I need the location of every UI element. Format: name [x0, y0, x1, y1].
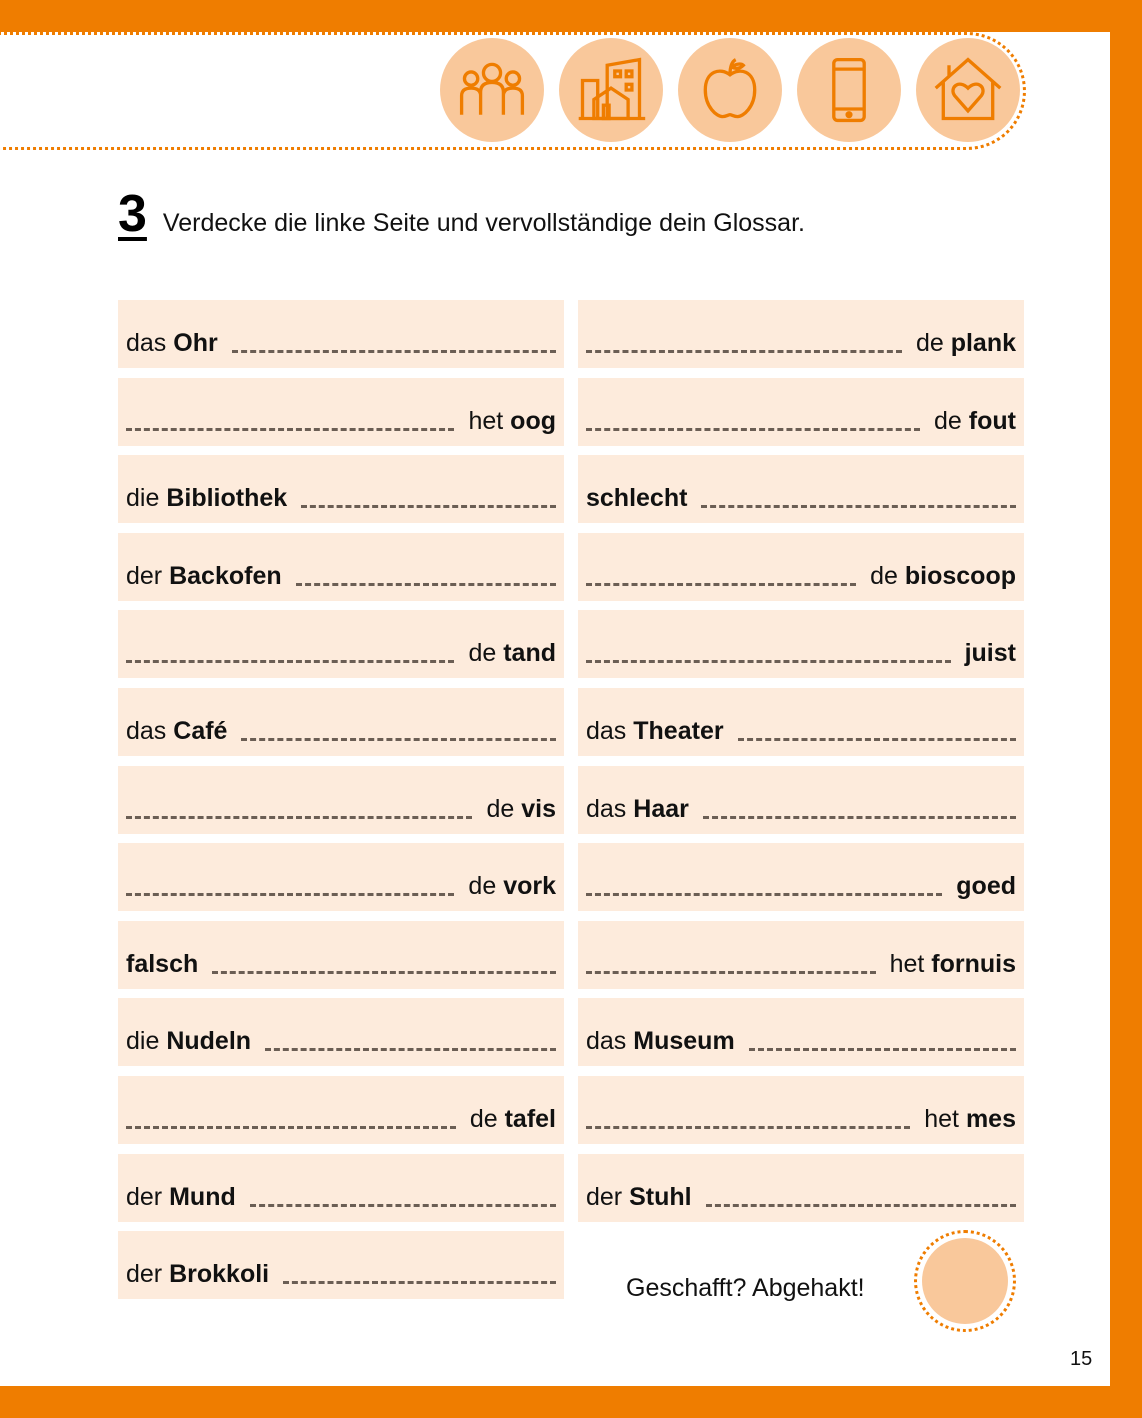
- answer-blank[interactable]: [701, 505, 1016, 508]
- glossary-word: [924, 1105, 1016, 1134]
- glossary-row: [118, 1231, 564, 1299]
- answer-blank[interactable]: [250, 1204, 556, 1207]
- glossary-row: [118, 455, 564, 523]
- article: het: [924, 1105, 959, 1133]
- glossary-row: [578, 455, 1024, 523]
- answer-blank[interactable]: [586, 1126, 910, 1129]
- noun: Café: [173, 717, 228, 745]
- article: de: [468, 872, 497, 901]
- glossary-row: [118, 998, 564, 1066]
- glossary-word: [468, 407, 556, 436]
- noun: falsch: [126, 949, 199, 978]
- glossary-row: [578, 533, 1024, 601]
- article: der: [126, 561, 163, 590]
- article: die: [126, 484, 160, 513]
- noun: Museum: [633, 1027, 735, 1056]
- glossary-row: [578, 766, 1024, 834]
- smartphone-icon: [797, 38, 901, 142]
- noun: bioscoop: [904, 561, 1016, 590]
- noun: Nudeln: [166, 1027, 252, 1056]
- answer-blank[interactable]: [749, 1048, 1016, 1051]
- answer-blank[interactable]: [126, 816, 472, 819]
- noun: fornuis: [931, 949, 1016, 978]
- glossary-word: [468, 639, 556, 668]
- answer-blank[interactable]: [703, 816, 1016, 819]
- article: de: [469, 1105, 498, 1133]
- answer-blank[interactable]: [586, 893, 942, 896]
- glossary-word: [934, 407, 1016, 436]
- noun: vork: [503, 872, 556, 901]
- done-label: Geschafft? Abgehakt!: [626, 1274, 865, 1302]
- article: de: [468, 639, 497, 668]
- article: de: [486, 794, 515, 823]
- glossary-row: [578, 688, 1024, 756]
- people-icon: [440, 38, 544, 142]
- task-instruction: Verdecke die linke Seite und vervollständige dein Glossar.: [162, 209, 805, 237]
- glossary-word: [126, 1260, 269, 1289]
- article: de: [934, 406, 962, 435]
- answer-blank[interactable]: [126, 660, 454, 663]
- glossary-word: [486, 795, 556, 824]
- article: het: [889, 949, 925, 978]
- task-number: 3: [118, 185, 147, 243]
- glossary-word: [586, 1183, 692, 1212]
- glossary-row: [578, 1076, 1024, 1144]
- article: das: [126, 717, 167, 745]
- glossary-word: [965, 639, 1016, 668]
- noun: fout: [968, 406, 1016, 435]
- glossary-word: [586, 795, 689, 824]
- noun: Brokkoli: [169, 1260, 270, 1289]
- glossary-word: [956, 872, 1016, 901]
- noun: Backofen: [169, 561, 282, 590]
- glossary-word: [586, 717, 724, 746]
- article: der: [586, 1182, 623, 1211]
- apple-icon: [678, 38, 782, 142]
- answer-blank[interactable]: [283, 1281, 556, 1284]
- glossary-word: [126, 950, 198, 979]
- noun: Stuhl: [629, 1182, 692, 1211]
- glossary-word: [126, 1027, 251, 1056]
- buildings-icon: [559, 38, 663, 142]
- noun: tand: [503, 639, 556, 668]
- glossary-word: [126, 484, 287, 513]
- glossary-row: [118, 300, 564, 368]
- glossary-word: [890, 950, 1016, 979]
- noun: Theater: [633, 717, 724, 745]
- answer-blank[interactable]: [126, 1126, 456, 1129]
- home-heart-icon: [916, 38, 1020, 142]
- noun: goed: [956, 872, 1016, 901]
- answer-blank[interactable]: [586, 971, 876, 974]
- noun: Bibliothek: [166, 484, 288, 513]
- checkbox-fill: [922, 1238, 1008, 1324]
- noun: Mund: [169, 1182, 236, 1211]
- glossary-row: [118, 688, 564, 756]
- noun: oog: [510, 406, 556, 435]
- glossary-row: [118, 766, 564, 834]
- noun: juist: [964, 639, 1016, 668]
- answer-blank[interactable]: [586, 428, 920, 431]
- glossary-row: [118, 843, 564, 911]
- noun: Ohr: [173, 329, 218, 357]
- glossary-row: [578, 843, 1024, 911]
- glossary-row: [578, 1154, 1024, 1222]
- article: de: [915, 329, 944, 357]
- noun: plank: [950, 329, 1016, 357]
- noun: vis: [521, 794, 556, 823]
- article: der: [126, 1182, 163, 1211]
- glossary-word: [586, 1027, 735, 1056]
- glossary-row: [578, 998, 1024, 1066]
- answer-blank[interactable]: [586, 660, 951, 663]
- glossary-word: [126, 329, 218, 358]
- glossary-word: [126, 562, 282, 591]
- glossary-row: [118, 1154, 564, 1222]
- glossary-row: [578, 300, 1024, 368]
- answer-blank[interactable]: [241, 738, 556, 741]
- page-number: 15: [1070, 1348, 1093, 1370]
- task-heading: [118, 185, 805, 243]
- glossary-row: [578, 610, 1024, 678]
- glossary-word: [126, 717, 227, 746]
- glossary-word: [126, 1183, 236, 1212]
- answer-blank[interactable]: [586, 350, 902, 353]
- answer-blank[interactable]: [738, 738, 1016, 741]
- article: das: [586, 1027, 627, 1056]
- glossary-row: [578, 921, 1024, 989]
- topic-icons: [440, 38, 1020, 142]
- glossary-row: [118, 610, 564, 678]
- glossary-row: [118, 533, 564, 601]
- glossary-row: [118, 378, 564, 446]
- answer-blank[interactable]: [212, 971, 556, 974]
- answer-blank[interactable]: [126, 428, 454, 431]
- glossary-word: [468, 872, 556, 901]
- noun: mes: [965, 1105, 1016, 1133]
- answer-blank[interactable]: [265, 1048, 556, 1051]
- article: het: [468, 406, 504, 435]
- article: de: [870, 561, 898, 590]
- article: das: [126, 329, 167, 357]
- answer-blank[interactable]: [706, 1204, 1016, 1207]
- answer-blank[interactable]: [301, 505, 556, 508]
- glossary-word: [916, 329, 1016, 358]
- glossary-word: [586, 484, 687, 513]
- done-checkbox[interactable]: [914, 1230, 1016, 1332]
- glossary-word: [470, 1105, 556, 1134]
- article: die: [126, 1027, 160, 1056]
- glossary-row: [578, 378, 1024, 446]
- article: das: [586, 794, 627, 823]
- article: das: [586, 717, 627, 745]
- article: der: [126, 1260, 163, 1289]
- glossary-row: [118, 921, 564, 989]
- answer-blank[interactable]: [232, 350, 556, 353]
- noun: Haar: [633, 794, 689, 823]
- answer-blank[interactable]: [296, 583, 556, 586]
- answer-blank[interactable]: [586, 583, 856, 586]
- glossary-word: [870, 562, 1016, 591]
- noun: schlecht: [586, 484, 688, 513]
- glossary-row: [118, 1076, 564, 1144]
- answer-blank[interactable]: [126, 893, 454, 896]
- noun: tafel: [504, 1105, 556, 1133]
